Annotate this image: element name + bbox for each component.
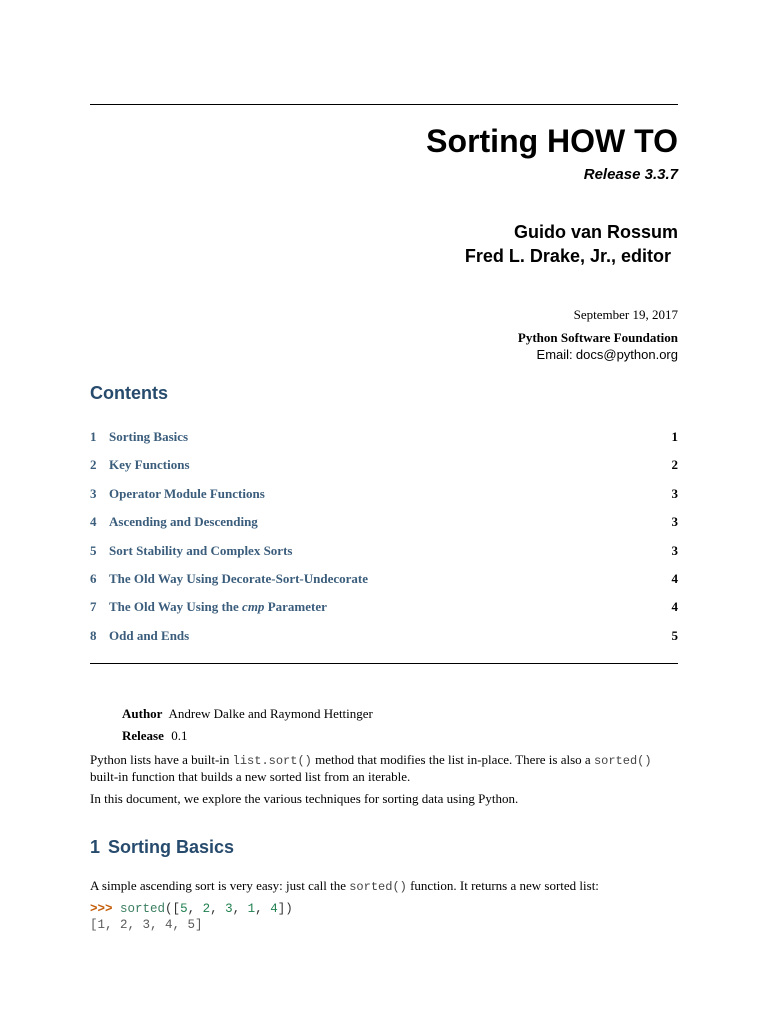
toc-link-key-functions[interactable]: Key Functions bbox=[109, 457, 190, 473]
toc-item bbox=[90, 541, 678, 569]
toc-item bbox=[90, 597, 678, 625]
section-title: Sorting Basics bbox=[108, 837, 235, 857]
toc-item bbox=[90, 484, 678, 512]
author-field bbox=[122, 704, 373, 726]
toc-item-number: 7 bbox=[90, 599, 97, 615]
toc-title-part: The Old Way Using the bbox=[109, 599, 243, 615]
toc-item-number: 5 bbox=[90, 542, 97, 558]
email-line bbox=[518, 346, 678, 363]
author-name: Guido van Rossum bbox=[513, 222, 678, 242]
email-link[interactable]: docs@python.org bbox=[575, 347, 678, 362]
toc-item-number: 2 bbox=[90, 457, 97, 473]
editor-name: Fred L. Drake, Jr., editor bbox=[464, 246, 671, 266]
toc-page-number: 3 bbox=[671, 514, 678, 530]
code-prompt: >>> bbox=[90, 902, 113, 916]
toc-item-number: 4 bbox=[90, 514, 97, 530]
section-paragraph bbox=[90, 878, 680, 895]
toc-link-odd-and-ends[interactable]: Odd and Ends bbox=[109, 627, 190, 643]
code-example: >>> sorted([5, 2, 3, 1, 4]) [1, 2, 3, 4, 5] bbox=[90, 902, 293, 932]
toc-item-number: 1 bbox=[90, 429, 97, 444]
code-output: [1, 2, 3, 4, 5] bbox=[90, 918, 203, 932]
code-number: 5 bbox=[180, 902, 188, 916]
toc-item bbox=[90, 427, 678, 455]
toc-item bbox=[90, 455, 678, 483]
toc-page-number: 4 bbox=[671, 599, 678, 615]
document-title: Sorting HOW TO bbox=[426, 123, 678, 159]
field-list bbox=[122, 704, 373, 748]
field-value: 0.1 bbox=[171, 728, 188, 743]
toc-link-sort-stability[interactable]: Sort Stability and Complex Sorts bbox=[109, 542, 293, 558]
table-of-contents bbox=[90, 427, 678, 654]
inline-code: sorted() bbox=[593, 754, 652, 768]
email-label: Email: bbox=[536, 347, 573, 362]
intro-paragraph-2: In this document, we explore the various techniques for sorting data using Python. bbox=[90, 791, 519, 806]
inline-code: sorted() bbox=[349, 880, 407, 894]
document-date: September 19, 2017 bbox=[573, 307, 678, 322]
document-meta bbox=[518, 306, 678, 363]
toc-item-number: 8 bbox=[90, 627, 97, 643]
inline-code: list.sort() bbox=[232, 754, 312, 768]
contents-heading: Contents bbox=[90, 383, 168, 403]
toc-item-number: 6 bbox=[90, 570, 97, 586]
toc-link-sorting-basics[interactable]: Sorting Basics bbox=[109, 429, 189, 444]
organization: Python Software Foundation bbox=[517, 330, 678, 345]
toc-item bbox=[90, 569, 678, 597]
toc-page-number: 3 bbox=[671, 542, 678, 558]
text-run: function. It returns a new sorted list: bbox=[406, 878, 599, 893]
toc-title-part: Parameter bbox=[264, 599, 327, 615]
text-run: Python lists have a built-in bbox=[90, 752, 233, 767]
section-number: 1 bbox=[90, 837, 101, 857]
intro-paragraph bbox=[90, 752, 680, 785]
toc-link-cmp-parameter[interactable] bbox=[109, 597, 648, 617]
text-run: A simple ascending sort is very easy: just call the bbox=[90, 878, 350, 893]
toc-link-operator-module-functions[interactable]: Operator Module Functions bbox=[109, 485, 265, 501]
toc-page-number: 1 bbox=[671, 429, 678, 444]
authors-block bbox=[465, 220, 678, 268]
toc-item bbox=[90, 626, 678, 654]
text-run: built-in function that builds a new sorted list from an iterable. bbox=[90, 769, 411, 784]
code-punct: ]) bbox=[277, 902, 293, 916]
release-field bbox=[122, 726, 373, 748]
text-run: method that modifies the list in-place. There is also a bbox=[311, 752, 594, 767]
toc-item-number: 3 bbox=[90, 485, 97, 501]
field-label: Release bbox=[122, 728, 164, 743]
toc-page-number: 4 bbox=[671, 570, 678, 586]
code-number: 1 bbox=[247, 902, 256, 916]
code-number: 3 bbox=[225, 902, 233, 916]
section-heading bbox=[90, 835, 234, 859]
release-line: Release 3.3.7 bbox=[583, 166, 678, 183]
field-label: Author bbox=[122, 706, 163, 721]
toc-page-number: 5 bbox=[671, 627, 678, 643]
toc-item bbox=[90, 512, 678, 540]
contents-bottom-rule bbox=[90, 663, 678, 664]
code-punct: ([ bbox=[165, 902, 181, 916]
toc-title-emphasis: cmp bbox=[242, 599, 265, 615]
toc-page-number: 3 bbox=[671, 485, 678, 501]
code-function: sorted bbox=[120, 902, 166, 916]
toc-page-number: 2 bbox=[671, 457, 678, 473]
code-number: 4 bbox=[270, 902, 278, 916]
toc-link-ascending-descending[interactable]: Ascending and Descending bbox=[109, 514, 258, 530]
field-value: Andrew Dalke and Raymond Hettinger bbox=[168, 706, 373, 721]
top-rule bbox=[90, 104, 678, 105]
toc-link-decorate-sort-undecorate[interactable]: The Old Way Using Decorate-Sort-Undecorate bbox=[109, 570, 369, 586]
code-number: 2 bbox=[202, 902, 211, 916]
